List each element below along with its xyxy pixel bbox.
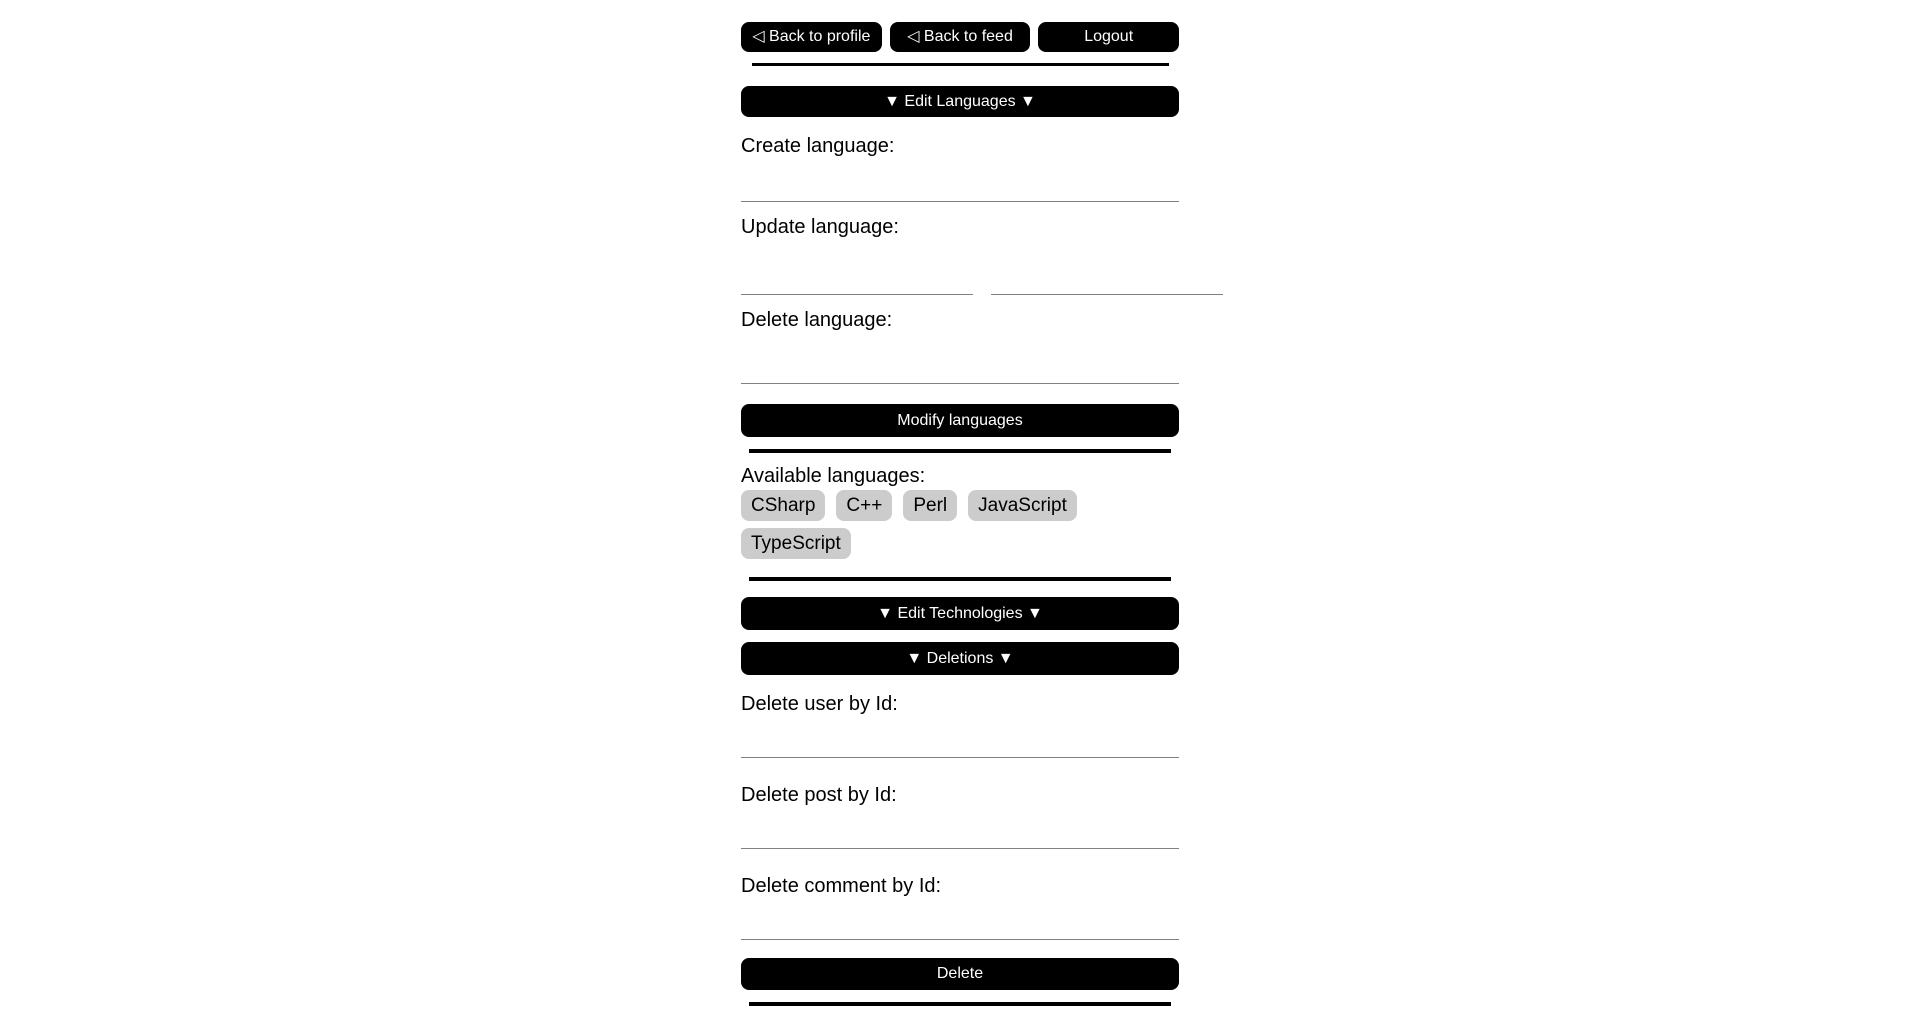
delete-user-id-input[interactable] bbox=[741, 716, 1179, 758]
delete-language-group bbox=[741, 309, 1179, 384]
update-language-new-input[interactable] bbox=[991, 251, 1223, 295]
language-tag[interactable]: JavaScript bbox=[968, 490, 1077, 521]
back-to-feed-button[interactable]: ◁ Back to feed bbox=[890, 22, 1031, 52]
language-tag[interactable]: C++ bbox=[836, 490, 892, 521]
delete-post-id-input[interactable] bbox=[741, 807, 1179, 849]
delete-user-group bbox=[741, 693, 1179, 758]
back-to-profile-button[interactable]: ◁ Back to profile bbox=[741, 22, 882, 52]
delete-comment-id-input[interactable] bbox=[741, 898, 1179, 940]
create-language-group bbox=[741, 135, 1179, 202]
admin-panel bbox=[741, 0, 1179, 1006]
modify-languages-button[interactable]: Modify languages bbox=[741, 404, 1179, 437]
language-tag[interactable]: Perl bbox=[903, 490, 957, 521]
update-language-old-input[interactable] bbox=[741, 251, 973, 295]
deletions-toggle[interactable]: ▼ Deletions ▼ bbox=[741, 642, 1179, 675]
language-tag[interactable]: TypeScript bbox=[741, 528, 851, 559]
nav-divider bbox=[752, 63, 1169, 66]
update-language-inputs bbox=[741, 251, 1179, 295]
edit-technologies-toggle[interactable]: ▼ Edit Technologies ▼ bbox=[741, 597, 1179, 630]
update-language-group bbox=[741, 216, 1179, 295]
delete-user-id-label: Delete user by Id: bbox=[741, 693, 898, 715]
delete-language-label: Delete language: bbox=[741, 309, 893, 331]
delete-button[interactable]: Delete bbox=[741, 958, 1179, 990]
edit-languages-toggle[interactable]: ▼ Edit Languages ▼ bbox=[741, 86, 1179, 117]
available-languages-divider bbox=[749, 577, 1171, 581]
nav-button-row bbox=[741, 22, 1179, 52]
delete-post-id-label: Delete post by Id: bbox=[741, 784, 897, 806]
create-language-input[interactable] bbox=[741, 158, 1179, 202]
available-languages-label: Available languages: bbox=[741, 465, 926, 487]
create-language-label: Create language: bbox=[741, 135, 895, 157]
languages-divider bbox=[749, 449, 1171, 453]
delete-comment-group bbox=[741, 875, 1179, 940]
update-language-label: Update language: bbox=[741, 216, 899, 238]
available-languages-list bbox=[741, 490, 1179, 559]
deletions-divider bbox=[749, 1002, 1171, 1006]
delete-language-input[interactable] bbox=[741, 340, 1179, 384]
delete-post-group bbox=[741, 784, 1179, 849]
language-tag[interactable]: CSharp bbox=[741, 490, 825, 521]
delete-comment-id-label: Delete comment by Id: bbox=[741, 875, 942, 897]
logout-button[interactable]: Logout bbox=[1038, 22, 1179, 52]
